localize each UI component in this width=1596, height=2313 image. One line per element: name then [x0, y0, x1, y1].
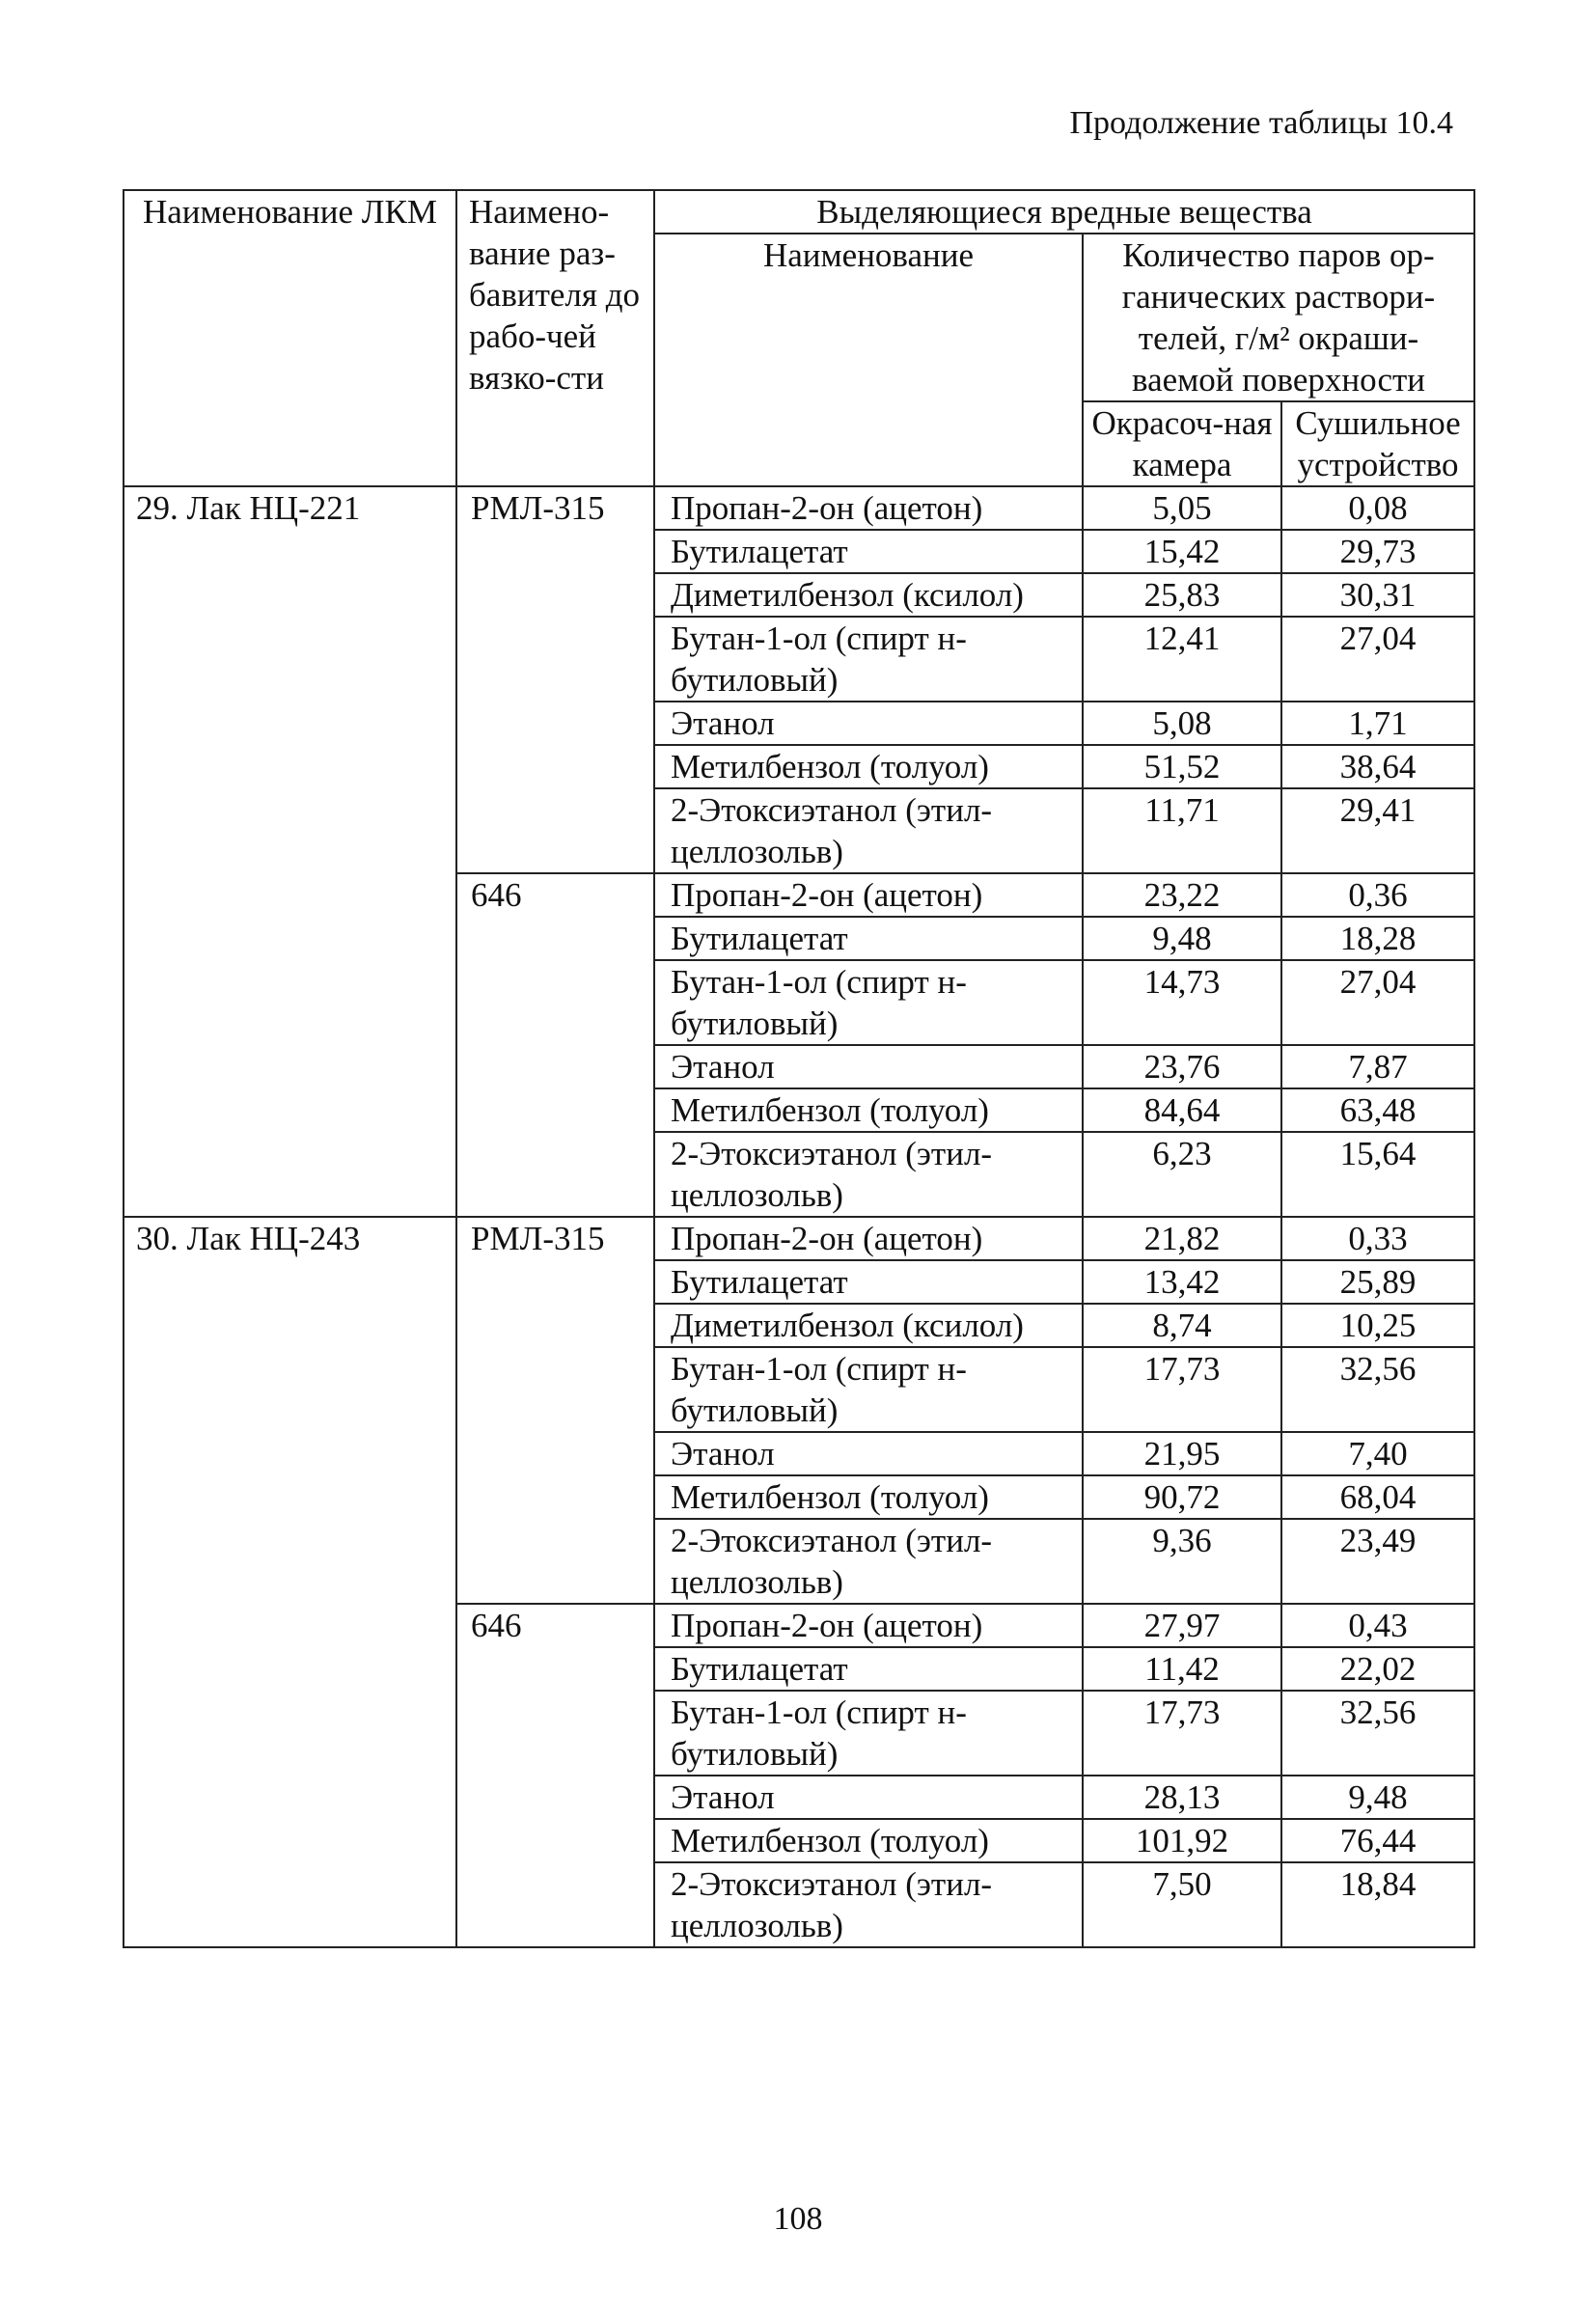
dryer-value: 32,56 [1281, 1691, 1474, 1776]
solvent-cell: 646 [456, 873, 654, 1217]
dryer-value: 32,56 [1281, 1347, 1474, 1432]
dryer-value: 68,04 [1281, 1475, 1474, 1519]
chamber-value: 5,08 [1083, 702, 1281, 745]
chamber-value: 101,92 [1083, 1819, 1281, 1862]
substance-cell: Бутан-1-ол (спирт н-бутиловый) [654, 617, 1083, 702]
chamber-value: 17,73 [1083, 1691, 1281, 1776]
dryer-value: 63,48 [1281, 1088, 1474, 1132]
substance-cell: Бутилацетат [654, 917, 1083, 960]
dryer-value: 38,64 [1281, 745, 1474, 788]
dryer-value: 18,28 [1281, 917, 1474, 960]
header-lkm-name: Наименование ЛКМ [124, 190, 456, 486]
substance-cell: Пропан-2-он (ацетон) [654, 1604, 1083, 1647]
substance-cell: Диметилбензол (ксилол) [654, 1304, 1083, 1347]
chamber-value: 17,73 [1083, 1347, 1281, 1432]
chamber-value: 9,48 [1083, 917, 1281, 960]
chamber-value: 7,50 [1083, 1862, 1281, 1947]
chamber-value: 21,82 [1083, 1217, 1281, 1260]
substance-cell: Этанол [654, 702, 1083, 745]
table-continuation-caption: Продолжение таблицы 10.4 [1069, 105, 1453, 141]
chamber-value: 27,97 [1083, 1604, 1281, 1647]
substance-cell: Диметилбензол (ксилол) [654, 573, 1083, 617]
chamber-value: 15,42 [1083, 530, 1281, 573]
substance-cell: Этанол [654, 1776, 1083, 1819]
dryer-value: 7,40 [1281, 1432, 1474, 1475]
substance-cell: Пропан-2-он (ацетон) [654, 486, 1083, 530]
chamber-value: 6,23 [1083, 1132, 1281, 1217]
emissions-table [123, 189, 1475, 1948]
solvent-cell: РМЛ-315 [456, 1217, 654, 1604]
chamber-value: 90,72 [1083, 1475, 1281, 1519]
dryer-value: 22,02 [1281, 1647, 1474, 1691]
chamber-value: 8,74 [1083, 1304, 1281, 1347]
substance-cell: 2-Этоксиэтанол (этил-целлозольв) [654, 1132, 1083, 1217]
table-header [124, 190, 1474, 486]
dryer-value: 23,49 [1281, 1519, 1474, 1604]
dryer-value: 10,25 [1281, 1304, 1474, 1347]
substance-cell: 2-Этоксиэтанол (этил-целлозольв) [654, 1862, 1083, 1947]
substance-cell: Метилбензол (толуол) [654, 1088, 1083, 1132]
substance-cell: Бутилацетат [654, 1260, 1083, 1304]
dryer-value: 29,73 [1281, 530, 1474, 573]
chamber-value: 11,71 [1083, 788, 1281, 873]
dryer-value: 0,36 [1281, 873, 1474, 917]
chamber-value: 14,73 [1083, 960, 1281, 1045]
dryer-value: 27,04 [1281, 960, 1474, 1045]
lkm-cell: 30. Лак НЦ-243 [124, 1217, 456, 1947]
substance-cell: Метилбензол (толуол) [654, 1819, 1083, 1862]
substance-cell: Бутан-1-ол (спирт н-бутиловый) [654, 1691, 1083, 1776]
chamber-value: 13,42 [1083, 1260, 1281, 1304]
page-number: 108 [773, 2201, 823, 2237]
chamber-value: 25,83 [1083, 573, 1281, 617]
substance-cell: Этанол [654, 1432, 1083, 1475]
chamber-value: 21,95 [1083, 1432, 1281, 1475]
dryer-value: 9,48 [1281, 1776, 1474, 1819]
substance-cell: Пропан-2-он (ацетон) [654, 873, 1083, 917]
dryer-value: 1,71 [1281, 702, 1474, 745]
chamber-value: 28,13 [1083, 1776, 1281, 1819]
substance-cell: Бутилацетат [654, 530, 1083, 573]
table-row [124, 486, 1474, 530]
dryer-value: 0,08 [1281, 486, 1474, 530]
solvent-cell: РМЛ-315 [456, 486, 654, 873]
dryer-value: 0,43 [1281, 1604, 1474, 1647]
substance-cell: 2-Этоксиэтанол (этил-целлозольв) [654, 788, 1083, 873]
header-spray-chamber: Окрасоч-ная камера [1083, 401, 1281, 486]
substance-cell: Бутан-1-ол (спирт н-бутиловый) [654, 960, 1083, 1045]
substance-cell: Бутилацетат [654, 1647, 1083, 1691]
chamber-value: 9,36 [1083, 1519, 1281, 1604]
dryer-value: 76,44 [1281, 1819, 1474, 1862]
dryer-value: 15,64 [1281, 1132, 1474, 1217]
header-drying-unit: Сушильное устройство [1281, 401, 1474, 486]
table-row [124, 1217, 1474, 1260]
substance-cell: Пропан-2-он (ацетон) [654, 1217, 1083, 1260]
chamber-value: 84,64 [1083, 1088, 1281, 1132]
header-emitted-substances: Выделяющиеся вредные вещества [654, 190, 1474, 234]
dryer-value: 30,31 [1281, 573, 1474, 617]
table-body [124, 486, 1474, 1947]
header-solvent-name: Наимено-вание раз-бавителя до рабо-чей вязко-сти [456, 190, 654, 486]
substance-cell: Этанол [654, 1045, 1083, 1088]
substance-cell: 2-Этоксиэтанол (этил-целлозольв) [654, 1519, 1083, 1604]
chamber-value: 23,22 [1083, 873, 1281, 917]
chamber-value: 12,41 [1083, 617, 1281, 702]
header-substance-name: Наименование [654, 234, 1083, 486]
chamber-value: 23,76 [1083, 1045, 1281, 1088]
solvent-cell: 646 [456, 1604, 654, 1947]
dryer-value: 18,84 [1281, 1862, 1474, 1947]
dryer-value: 25,89 [1281, 1260, 1474, 1304]
chamber-value: 51,52 [1083, 745, 1281, 788]
lkm-cell: 29. Лак НЦ-221 [124, 486, 456, 1217]
substance-cell: Бутан-1-ол (спирт н-бутиловый) [654, 1347, 1083, 1432]
dryer-value: 29,41 [1281, 788, 1474, 873]
chamber-value: 11,42 [1083, 1647, 1281, 1691]
dryer-value: 27,04 [1281, 617, 1474, 702]
chamber-value: 5,05 [1083, 486, 1281, 530]
substance-cell: Метилбензол (толуол) [654, 1475, 1083, 1519]
header-vapor-amount: Количество паров ор-ганических раствори-телей, г/м² окраши-ваемой поверхности [1083, 234, 1474, 401]
dryer-value: 7,87 [1281, 1045, 1474, 1088]
dryer-value: 0,33 [1281, 1217, 1474, 1260]
substance-cell: Метилбензол (толуол) [654, 745, 1083, 788]
